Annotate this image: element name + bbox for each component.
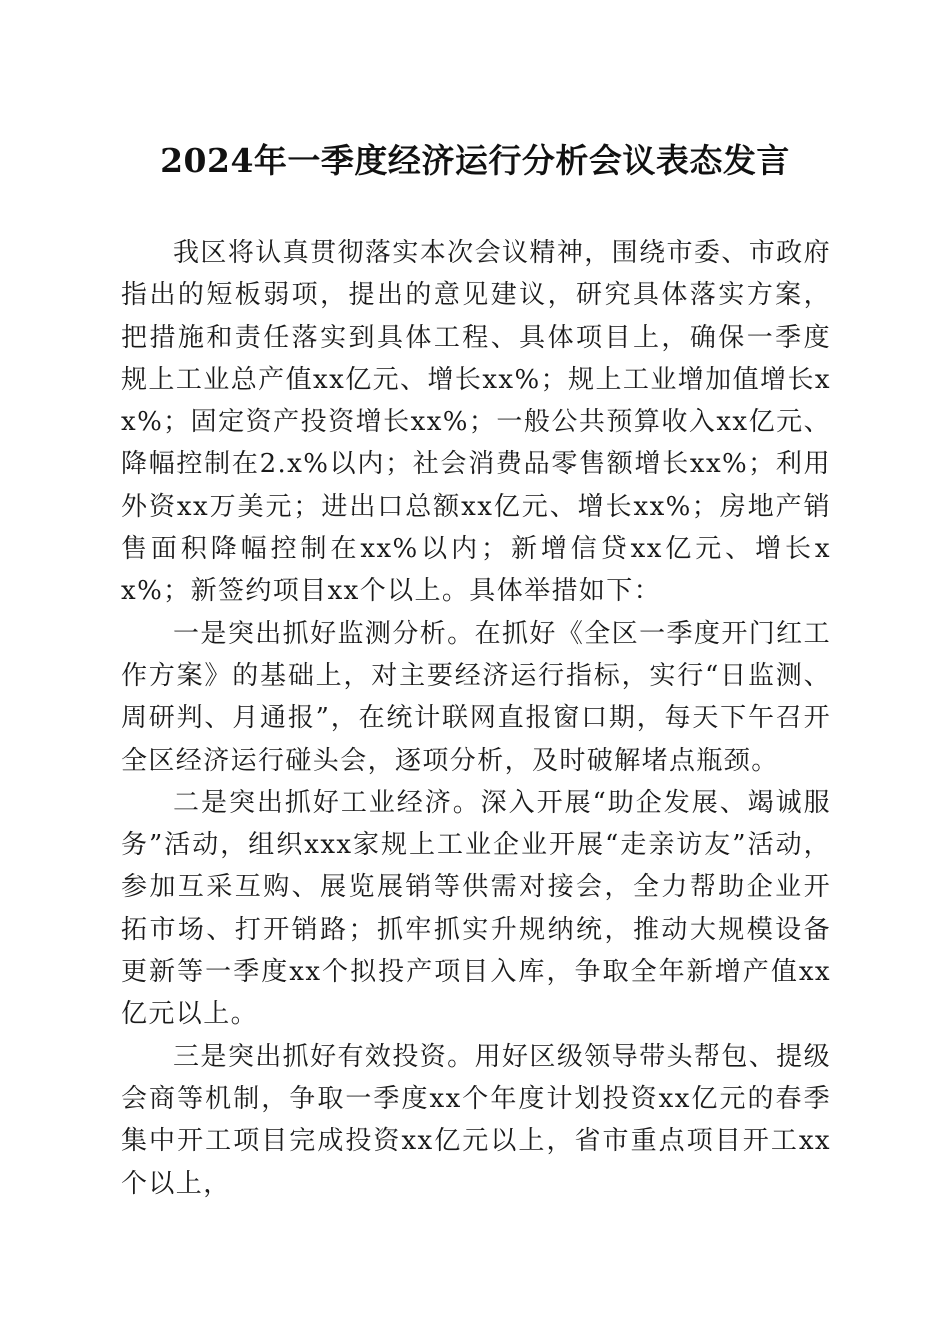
paragraph-lead: 三是突出抓好有效投资。 (173, 1041, 475, 1072)
paragraph-intro (121, 232, 831, 613)
paragraph-monitoring (121, 613, 831, 782)
paragraph-text: 在抓好《全区一季度开门红工作方案》的基础上，对主要经济运行指标，实行“日监测、周研判、月通报”，在统计联网直报窗口期，每天下午召开全区经济运行碰头会，逐项分析，及时破解堵点瓶颈。 (121, 618, 831, 776)
paragraph-industry (121, 782, 831, 1036)
paragraph-text: 深入开展“助企发展、竭诚服务”活动，组织xxx家规上工业企业开展“走亲访友”活动，参加互采互购、展览展销等供需对接会，全力帮助企业开拓市场、打开销路；抓牢抓实升规纳统，推动大规模设备更新等一季度xx个拟投产项目入库，争取全年新增产值xx亿元以上。 (121, 787, 831, 1030)
paragraph-lead: 二是突出抓好工业经济。 (173, 787, 481, 818)
document-body (121, 232, 831, 1205)
paragraph-investment (121, 1036, 831, 1205)
document-title: 2024年一季度经济运行分析会议表态发言 (160, 141, 790, 180)
paragraph-text: 我区将认真贯彻落实本次会议精神，围绕市委、市政府指出的短板弱项，提出的意见建议，研究具体落实方案，把措施和责任落实到具体工程、具体项目上，确保一季度规上工业总产值xx亿元、增长xx%；规上工业增加值增长xx%；固定资产投资增长xx%；一般公共预算收入xx亿元、降幅控制在2.x%以内；社会消费品零售额增长xx%；利用外资xx万美元；进出口总额xx亿元、增长xx%；房地产销售面积降幅控制在xx%以内；新增信贷xx亿元、增长xx%；新签约项目xx个以上。具体举措如下： (121, 238, 831, 607)
paragraph-text: 用好区级领导带头帮包、提级会商等机制，争取一季度xx个年度计划投资xx亿元的春季集中开工项目完成投资xx亿元以上，省市重点项目开工xx个以上， (121, 1041, 831, 1199)
paragraph-lead: 一是突出抓好监测分析。 (173, 618, 475, 649)
